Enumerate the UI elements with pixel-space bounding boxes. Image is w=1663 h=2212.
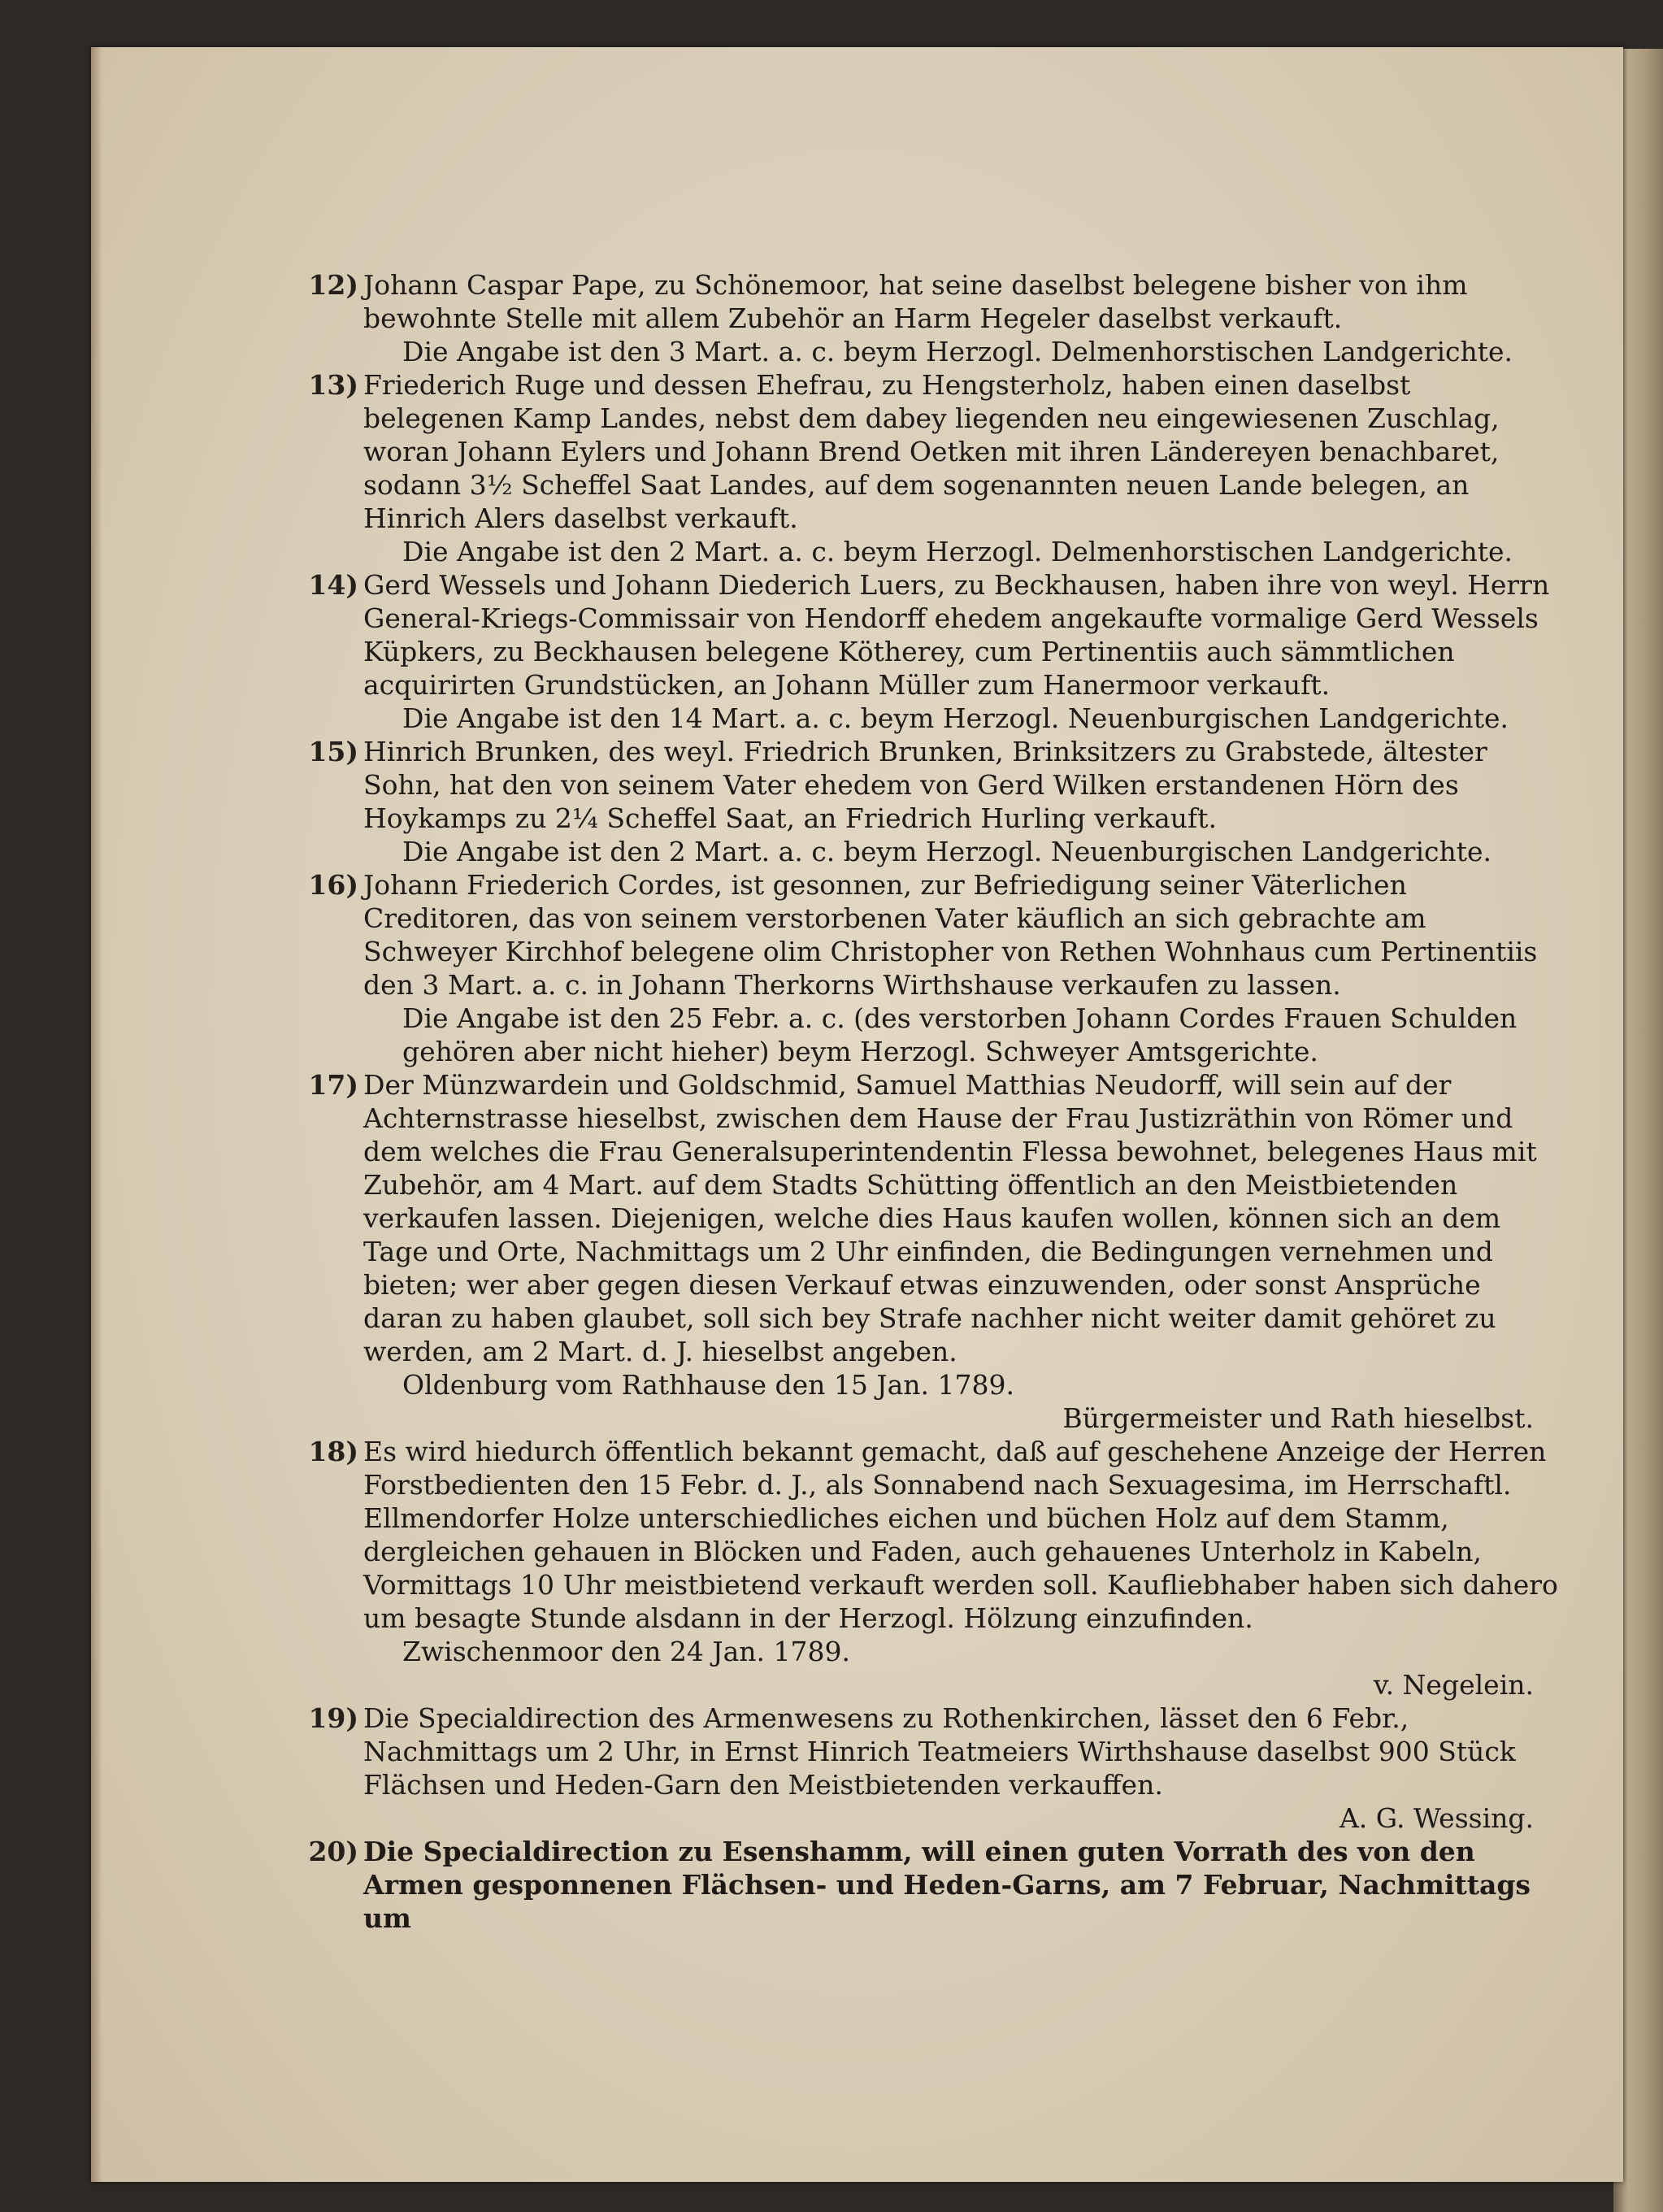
list-item: [308, 735, 1558, 868]
entry-text: Johann Friederich Cordes, ist gesonnen, zur Befriedigung seiner Väterlichen Creditoren, das von seinem verstorbenen Vater käuflich an sich gebrachte am Schweyer Kirchhof belegene olim Christopher von Rethen Wohnhaus cum Pertinentiis den 3 Mart. a. c. in Johann Therkorns Wirthshause verkaufen zu lassen.: [363, 869, 1538, 1001]
book-page: [91, 47, 1623, 2182]
list-item: [308, 1435, 1558, 1701]
entry-number: 19): [308, 1702, 358, 1734]
entry-number: 20): [308, 1836, 358, 1867]
entry-place-date: Zwischenmoor den 24 Jan. 1789.: [402, 1636, 850, 1667]
entry-number: 16): [308, 869, 358, 901]
entry-signature: A. G. Wessing.: [1339, 1802, 1534, 1834]
entry-number: 14): [308, 569, 358, 601]
entry-number: 18): [308, 1436, 358, 1467]
list-item: [308, 1835, 1558, 1935]
entry-text: Hinrich Brunken, des weyl. Friedrich Brunken, Brinksitzers zu Grabstede, ältester Sohn, hat den von seinem Vater ehedem von Gerd Wilken erstandenen Hörn des Hoykamps zu 2¼ Scheffel Saat, an Friedrich Hurling verkauft.: [363, 736, 1487, 834]
entry-signature: Bürgermeister und Rath hieselbst.: [1062, 1402, 1534, 1434]
entry-note: Die Angabe ist den 14 Mart. a. c. beym Herzogl. Neuenburgischen Landgerichte.: [402, 702, 1509, 734]
entry-number: 17): [308, 1069, 358, 1101]
entry-note: Die Angabe ist den 3 Mart. a. c. beym Herzogl. Delmenhorstischen Landgerichte.: [402, 336, 1513, 367]
list-item: [308, 868, 1558, 1068]
entry-note: Die Angabe ist den 2 Mart. a. c. beym Herzogl. Delmenhorstischen Landgerichte.: [402, 536, 1513, 567]
entry-place-date: Oldenburg vom Rathhause den 15 Jan. 1789.: [402, 1369, 1014, 1401]
entry-number: 15): [308, 736, 358, 767]
entry-text: Johann Caspar Pape, zu Schönemoor, hat seine daselbst belegene bisher von ihm bewohnte Stelle mit allem Zubehör an Harm Hegeler daselbst verkauft.: [363, 269, 1468, 334]
list-item: [308, 568, 1558, 735]
list-item: [308, 1701, 1558, 1835]
entry-text: Die Specialdirection des Armenwesens zu Rothenkirchen, lässet den 6 Febr., Nachmittags um 2 Uhr, in Ernst Hinrich Teatmeiers Wirthshause daselbst 900 Stück Flächsen und Heden-Garn den Meistbietenden verkauffen.: [363, 1702, 1516, 1801]
entry-text: Die Specialdirection zu Esenshamm, will einen guten Vorrath des von den Armen gesponnenen Flächsen- und Heden-Garns, am 7 Februar, Nachmittags um: [363, 1836, 1531, 1934]
entry-note: Die Angabe ist den 25 Febr. a. c. (des verstorben Johann Cordes Frauen Schulden gehören aber nicht hieher) beym Herzogl. Schweyer Amtsgerichte.: [402, 1002, 1518, 1067]
entry-number: 12): [308, 269, 358, 301]
entry-text: Der Münzwardein und Goldschmid, Samuel Matthias Neudorff, will sein auf der Achternstrasse hieselbst, zwischen dem Hause der Frau Justizräthin von Römer und dem welches die Frau Generalsuperintendentin Flessa bewohnet, belegenes Haus mit Zubehör, am 4 Mart. auf dem Stadts Schütting öffentlich an den Meistbietenden verkaufen lassen. Diejenigen, welche dies Haus kaufen wollen, können sich an dem Tage und Orte, Nachmittags um 2 Uhr einfinden, die Bedingungen vernehmen und bieten; wer aber gegen diesen Verkauf etwas einzuwenden, oder sonst Ansprüche daran zu haben glaubet, soll sich bey Strafe nachher nicht weiter damit gehöret zu werden, am 2 Mart. d. J. hieselbst angeben.: [363, 1069, 1537, 1367]
entry-note: Die Angabe ist den 2 Mart. a. c. beym Herzogl. Neuenburgischen Landgerichte.: [402, 836, 1492, 867]
list-item: [308, 268, 1558, 368]
entry-text: Gerd Wessels und Johann Diederich Luers, zu Beckhausen, haben ihre von weyl. Herrn General-Kriegs-Commissair von Hendorff ehedem angekaufte vormalige Gerd Wessels Küpkers, zu Beckhausen belegene Kötherey, cum Pertinentiis auch sämmtlichen acquirirten Grundstücken, an Johann Müller zum Hanermoor verkauft.: [363, 569, 1550, 701]
entry-number: 13): [308, 369, 358, 401]
list-item: [308, 1068, 1558, 1435]
entry-signature: v. Negelein.: [1373, 1669, 1534, 1701]
entry-text: Friederich Ruge und dessen Ehefrau, zu Hengsterholz, haben einen daselbst belegenen Kamp Landes, nebst dem dabey liegenden neu eingewiesenen Zuschlag, woran Johann Eylers und Johann Brend Oetken mit ihren Ländereyen benachbaret, sodann 3½ Scheffel Saat Landes, auf dem sogenannten neuen Lande belegen, an Hinrich Alers daselbst verkauft.: [363, 369, 1500, 534]
list-item: [308, 368, 1558, 568]
page-text: [308, 268, 1558, 1935]
entry-text: Es wird hiedurch öffentlich bekannt gemacht, daß auf geschehene Anzeige der Herren Forstbedienten den 15 Febr. d. J., als Sonnabend nach Sexuagesima, im Herrschaftl. Ellmendorfer Holze unterschiedliches eichen und büchen Holz auf dem Stamm, dergleichen gehauen in Blöcken und Faden, auch gehauenes Unterholz in Kabeln, Vormittags 10 Uhr meistbietend verkauft werden soll. Kaufliebhaber haben sich dahero um besagte Stunde alsdann in der Herzogl. Hölzung einzufinden.: [363, 1436, 1558, 1634]
